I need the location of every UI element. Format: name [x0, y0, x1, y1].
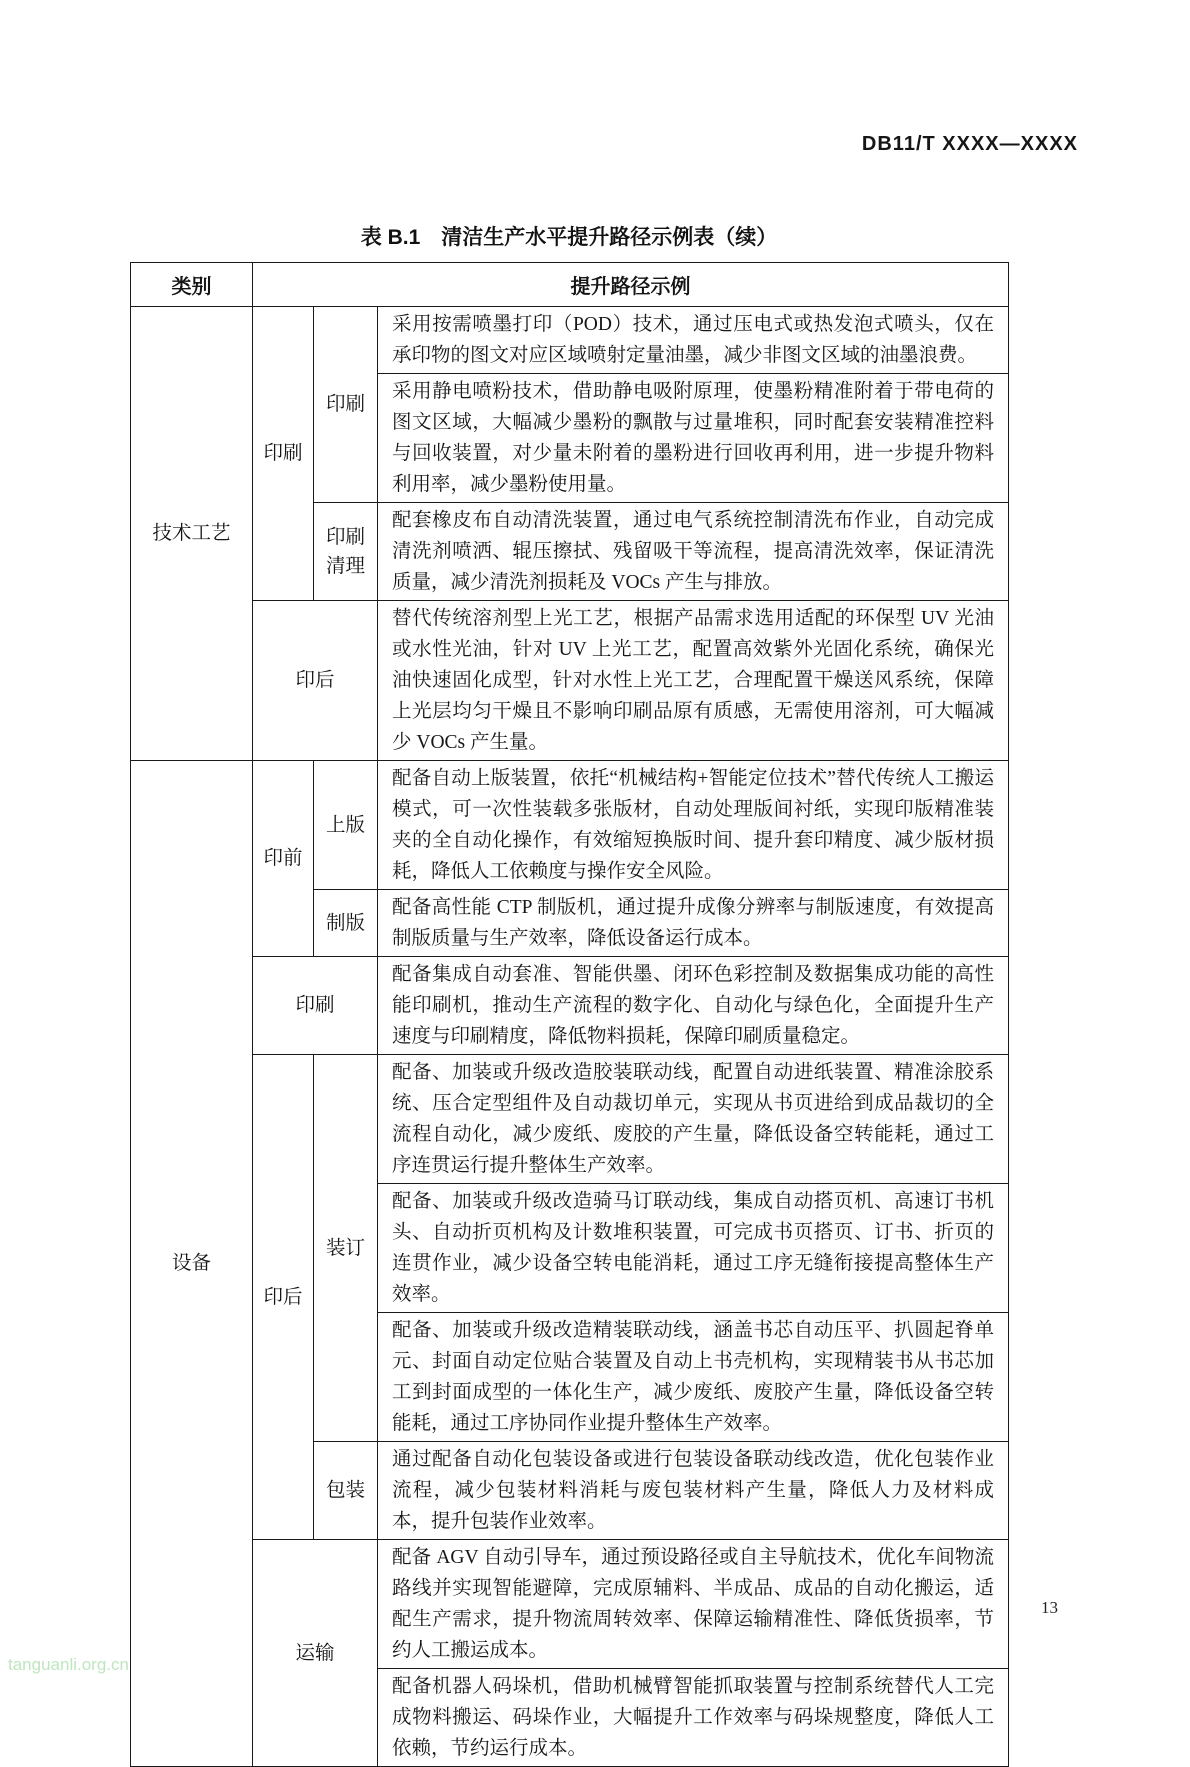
path-example-auto-packaging: 通过配备自动化包装设备或进行包装设备联动线改造，优化包装作业流程，减少包装材料消耗与废包装材料产生量，降低人力及材料成本，提升包装作业效率。	[378, 1442, 1009, 1540]
table-row	[131, 761, 1009, 890]
sub-binding: 装订	[314, 1055, 378, 1442]
group-postpress-tech: 印后	[253, 601, 378, 761]
path-example-high-performance-press: 配备集成自动套准、智能供墨、闭环色彩控制及数据集成功能的高性能印刷机，推动生产流程的数字化、自动化与绿色化，全面提升生产速度与印刷精度，降低物料损耗，保障印刷质量稳定。	[378, 957, 1009, 1055]
group-printing: 印刷	[253, 307, 314, 601]
path-example-electrostatic-toner: 采用静电喷粉技术，借助静电吸附原理，使墨粉精准附着于带电荷的图文区域，大幅减少墨粉的飘散与过量堆积，同时配套安装精准控料与回收装置，对少量未附着的墨粉进行回收再利用，进一步提升物料利用率，减少墨粉使用量。	[378, 374, 1009, 503]
sub-plate-making: 制版	[314, 890, 378, 957]
path-example-pod-inkjet: 采用按需喷墨打印（POD）技术，通过压电式或热发泡式喷头，仅在承印物的图文对应区域喷射定量油墨，减少非图文区域的油墨浪费。	[378, 307, 1009, 374]
group-postpress-equipment: 印后	[253, 1055, 314, 1540]
category-tech-process: 技术工艺	[131, 307, 253, 761]
improvement-path-table	[130, 262, 1009, 1767]
path-example-ctp: 配备高性能 CTP 制版机，通过提升成像分辨率与制版速度，有效提高制版质量与生产效率，降低设备运行成本。	[378, 890, 1009, 957]
standard-code: DB11/T XXXX—XXXX	[861, 133, 1078, 155]
table-row	[131, 957, 1009, 1055]
header-category: 类别	[131, 263, 253, 307]
table-row	[131, 1055, 1009, 1184]
table-title: 表 B.1 清洁生产水平提升路径示例表（续）	[360, 226, 778, 249]
path-example-perfect-binding-line: 配备、加装或升级改造胶装联动线，配置自动进纸装置、精准涂胶系统、压合定型组件及自动裁切单元，实现从书页进给到成品裁切的全流程自动化，减少废纸、废胶的产生量，降低设备空转能耗，通过工序连贯运行提升整体生产效率。	[378, 1055, 1009, 1184]
table-row	[131, 307, 1009, 374]
category-equipment: 设备	[131, 761, 253, 1767]
header-examples: 提升路径示例	[253, 263, 1009, 307]
path-example-agv: 配备 AGV 自动引导车，通过预设路径或自主导航技术，优化车间物流路线并实现智能避障，完成原辅料、半成品、成品的自动化搬运，适配生产需求，提升物流周转效率、保障运输精准性、降低货损率，节约人工搬运成本。	[378, 1540, 1009, 1669]
path-example-uv-coating: 替代传统溶剂型上光工艺，根据产品需求选用适配的环保型 UV 光油或水性光油，针对 UV 上光工艺，配置高效紫外光固化系统，确保光油快速固化成型，针对水性上光工艺，合理配置干燥送风系统，保障上光层均匀干燥且不影响印刷品原有质感，无需使用溶剂，可大幅减少 VOCs 产生量。	[378, 601, 1009, 761]
table-row	[131, 1540, 1009, 1669]
path-example-saddle-stitching-line: 配备、加装或升级改造骑马订联动线，集成自动搭页机、高速订书机头、自动折页机构及计数堆积装置，可完成书页搭页、订书、折页的连贯作业，减少设备空转电能消耗，通过工序无缝衔接提高整体生产效率。	[378, 1184, 1009, 1313]
page-number: 13	[1041, 1598, 1058, 1617]
path-example-palletizing-robot: 配备机器人码垛机，借助机械臂智能抓取装置与控制系统替代人工完成物料搬运、码垛作业，大幅提升工作效率与码垛规整度，降低人工依赖，节约运行成本。	[378, 1669, 1009, 1767]
path-example-hardcover-line: 配备、加装或升级改造精装联动线，涵盖书芯自动压平、扒圆起脊单元、封面自动定位贴合装置及自动上书壳机构，实现精装书从书芯加工到封面成型的一体化生产，减少废纸、废胶产生量，降低设备空转能耗，通过工序协同作业提升整体生产效率。	[378, 1313, 1009, 1442]
sub-plate-loading: 上版	[314, 761, 378, 890]
sub-printing-cleaning: 印刷清理	[314, 503, 378, 601]
sub-printing: 印刷	[314, 307, 378, 503]
watermark-text: tanguanli.org.cn	[8, 1655, 129, 1674]
path-example-blanket-washing: 配套橡皮布自动清洗装置，通过电气系统控制清洗布作业，自动完成清洗剂喷洒、辊压擦拭、残留吸干等流程，提高清洗效率，保证清洗质量，减少清洗剂损耗及 VOCs 产生与排放。	[378, 503, 1009, 601]
group-transport: 运输	[253, 1540, 378, 1767]
table-row	[131, 601, 1009, 761]
sub-packaging: 包装	[314, 1442, 378, 1540]
group-printing-equipment: 印刷	[253, 957, 378, 1055]
table-header-row	[131, 263, 1009, 307]
path-example-auto-plate-loading: 配备自动上版装置，依托“机械结构+智能定位技术”替代传统人工搬运模式，可一次性装载多张版材，自动处理版间衬纸，实现印版精准装夹的全自动化操作，有效缩短换版时间、提升套印精度、减少版材损耗，降低人工依赖度与操作安全风险。	[378, 761, 1009, 890]
group-prepress: 印前	[253, 761, 314, 957]
